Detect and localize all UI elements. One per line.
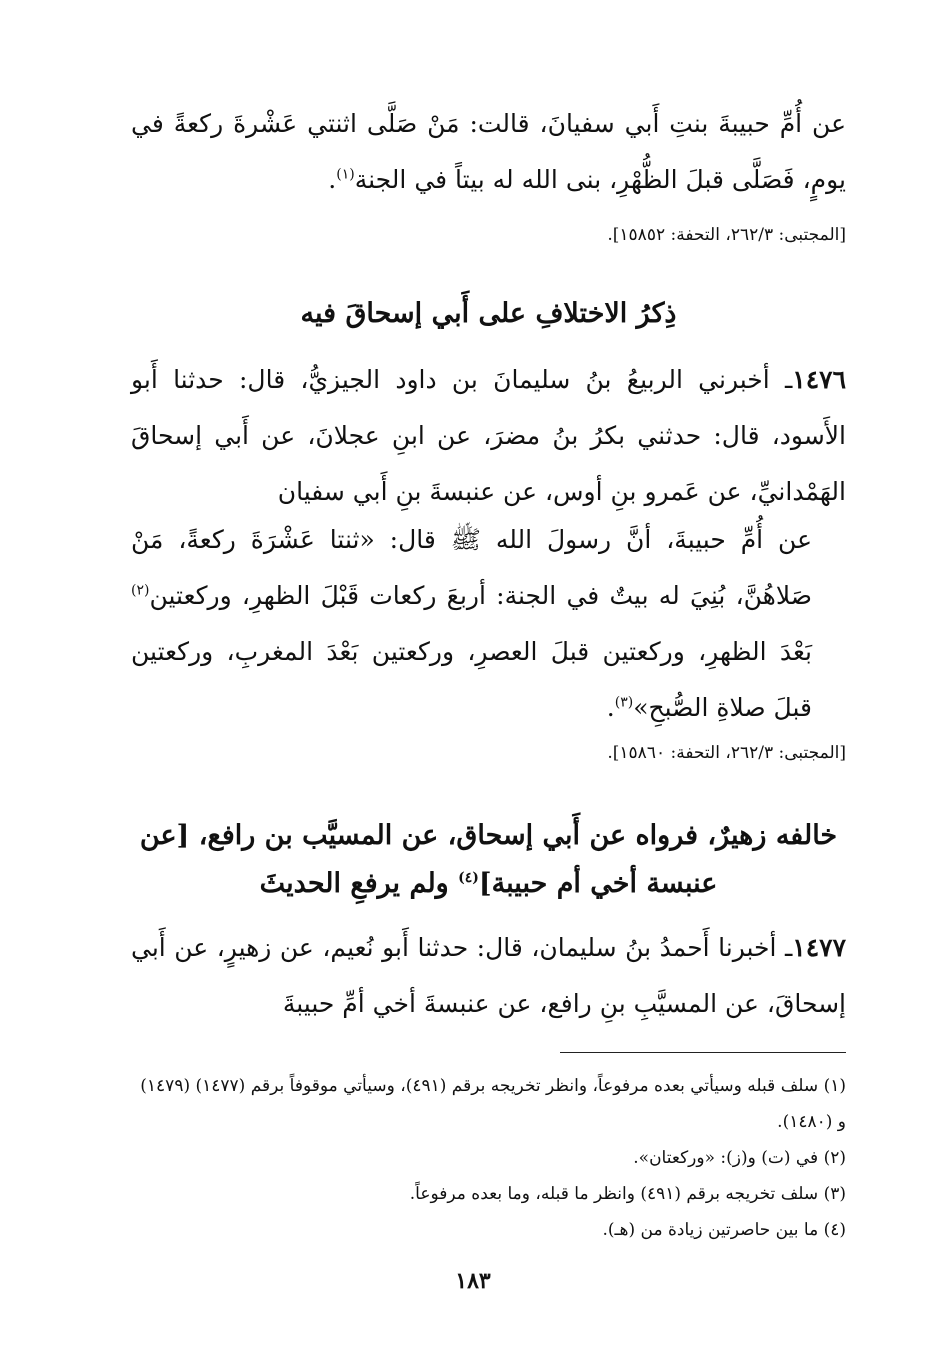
footnote-ref-2[interactable]: (٢) <box>131 582 150 599</box>
heading-2-part-1: خالفه زهيرٌ، فرواه عن أَبي إسحاق، عن المسيَّب بن رافع، [عن عنبسة أخي أم حبيبة] <box>139 820 838 899</box>
footnote-text: في (ت) و(ز): «وركعتان». <box>633 1148 819 1168</box>
section-heading-1: ذِكرُ الاختلافِ على أَبي إسحاقَ فيه <box>300 298 677 329</box>
hadith-text: ـ أخبرنا أَحمدُ بنُ سليمان، قال: حدثنا أَبو نُعيم، عن زهيرٍ، عن أَبي إسحاقَ، عن المسيَّبِ بنِ رافع، عن عنبسةَ أخي أمِّ حبيبةَ <box>131 933 846 1018</box>
footnote-number: (١) <box>823 1076 846 1096</box>
hadith-number: ١٤٧٧ <box>792 933 846 962</box>
hadith-1477 <box>131 920 846 1032</box>
reference-1476: [المجتبى: ٢٦٢/٣، التحفة: ١٥٨٦٠]. <box>607 743 846 763</box>
footnote-number: (٣) <box>823 1184 846 1204</box>
hadith-text: عن أُمِّ حبيبةَ بنتِ أَبي سفيانَ، قالت: مَنْ صَلَّى اثنتي عَشْرةَ ركعةً في يومٍ، فَصَلَّى قبلَ الظُّهْرِ، بنى الله له بيتاً في الجنة <box>131 109 846 194</box>
footnote-number: (٢) <box>823 1148 846 1168</box>
footnote-1 <box>131 1068 846 1140</box>
hadith-1475-continuation <box>131 96 846 208</box>
reference-1475: [المجتبى: ٢٦٢/٣، التحفة: ١٥٨٥٢]. <box>607 225 846 245</box>
footnote-divider <box>560 1052 846 1053</box>
footnote-4 <box>131 1212 846 1248</box>
page-number: ١٨٣ <box>455 1268 491 1294</box>
footnote-ref-1[interactable]: (١) <box>336 166 355 183</box>
sentence-end: . <box>328 165 337 194</box>
footnote-3 <box>131 1176 846 1212</box>
hadith-isnad: ـ أخبرني الربيعُ بنُ سليمانَ بن داود الجيزيُّ، قال: حدثنا أَبو الأَسود، قال: حدثني بكرُ بنُ مضرَ، عن ابنِ عجلانَ، عن أَبي إسحاقَ الهَمْدانيِّ، عن عَمرو بنِ أوس، عن عنبسةَ بنِ أَبي سفيان <box>131 365 846 506</box>
footnotes <box>131 1068 846 1248</box>
sentence-end: . <box>606 693 615 722</box>
footnote-2 <box>131 1140 846 1176</box>
footnote-text: سلف قبله وسيأتي بعده مرفوعاً، وانظر تخريجه برقم (٤٩١)، وسيأتي موقوفاً برقم (١٤٧٧) (١٤٧٩) و (١٤٨٠). <box>140 1076 846 1132</box>
footnote-number: (٤) <box>823 1220 846 1240</box>
footnote-ref-3[interactable]: (٣) <box>614 694 634 711</box>
section-heading-2 <box>131 812 846 908</box>
footnote-ref-4[interactable]: (٤) <box>458 870 479 886</box>
matn-part-2: بَعْدَ الظهرِ، وركعتين قبلَ العصرِ، وركعتين بَعْدَ المغربِ، وركعتين قبلَ صلاةِ الصُّبحِ» <box>131 637 812 722</box>
matn-part-1: عن أُمِّ حبيبةَ، أنَّ رسولَ الله ﷺ قال: «ثنتا عَشْرَةَ ركعةً، مَنْ صَلاهُنَّ، بُنِيَ له بيتٌ في الجنة: أربعَ ركعات قَبْلَ الظهرِ، وركعتين <box>131 525 812 610</box>
hadith-number: ١٤٧٦ <box>792 365 846 394</box>
hadith-1476-matn <box>131 512 846 736</box>
hadith-1476-isnad <box>131 352 846 520</box>
footnote-text: سلف تخريجه برقم (٤٩١) وانظر ما قبله، وما بعده مرفوعاً. <box>409 1184 819 1204</box>
heading-2-part-2: ولم يرفعِ الحديثَ <box>259 868 449 899</box>
footnote-text: ما بين حاصرتين زيادة من (هـ). <box>602 1220 819 1240</box>
